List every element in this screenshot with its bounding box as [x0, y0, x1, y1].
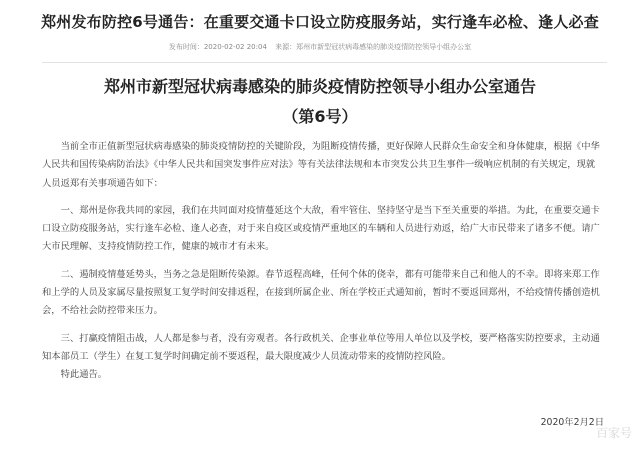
- watermark: 百家号: [595, 426, 632, 440]
- publish-time: 发布时间：2020-02-02 20:04: [168, 43, 267, 51]
- article-headline: 郑州发布防控6号通告：在重要交通卡口设立防疫服务站，实行逢车必检、逢人必查: [41, 13, 599, 31]
- paragraph-intro: 当前全市正值新型冠状病毒感染的肺炎疫情防控的关键阶段，为阻断疫情传播，更好保障人民群众生命安全和身体健康，根据《中华人民共和国传染病防治法》《中华人民共和国突发事件应对法》等有关法律法规和本市突发公共卫生事件一级响应机制的有关规定，现就人员返郑有关事项通告如下：: [42, 141, 600, 189]
- article-meta: [0, 40, 640, 54]
- document-date: 2020年2月2日: [540, 417, 604, 428]
- document-body: [42, 138, 604, 385]
- document-title: 郑州市新型冠状病毒感染的肺炎疫情防控领导小组办公室通告: [103, 77, 536, 96]
- header-divider: [42, 62, 607, 63]
- document-number: （第6号）: [282, 107, 358, 126]
- article-source: 来源：郑州市新型冠状病毒感染的肺炎疫情防控领导小组办公室: [275, 43, 472, 51]
- paragraph-item-3: 三、打赢疫情阻击战，人人都是参与者，没有旁观者。各行政机关、企事业单位等用人单位以及学校，要严格落实防控要求，主动通知本部员工（学生）在复工复学时间确定前不要返程，最大限度减少人员流动带来的疫情防控风险。: [42, 332, 600, 362]
- paragraph-item-1: 一、郑州是你我共同的家园，我们在共同面对疫情蔓延这个大敌，看牢管住、坚持坚守是当下至关重要的举措。为此，在重要交通卡口设立防疫服务站，实行逢车必检、逢人必查，对于来自疫区或疫情严重地区的车辆和人员进行劝返，给广大市民带来了诸多不便。请广大市民理解、支持疫情防控工作，健康的城市才有未来。: [42, 204, 600, 253]
- paragraph-item-2: 二、遏制疫情蔓延势头，当务之急是阻断传染源。春节返程高峰，任何个体的侥幸，都有可能带来自己和他人的不幸。即将来郑工作和上学的人员及家属尽量按照复工复学时间安排返程，在接到所属企业、所在学校正式通知前，暂时不要返回郑州，不给疫情传播创造机会，不给社会防控带来压力。: [42, 268, 600, 317]
- closing-statement: 特此通告。: [60, 369, 108, 381]
